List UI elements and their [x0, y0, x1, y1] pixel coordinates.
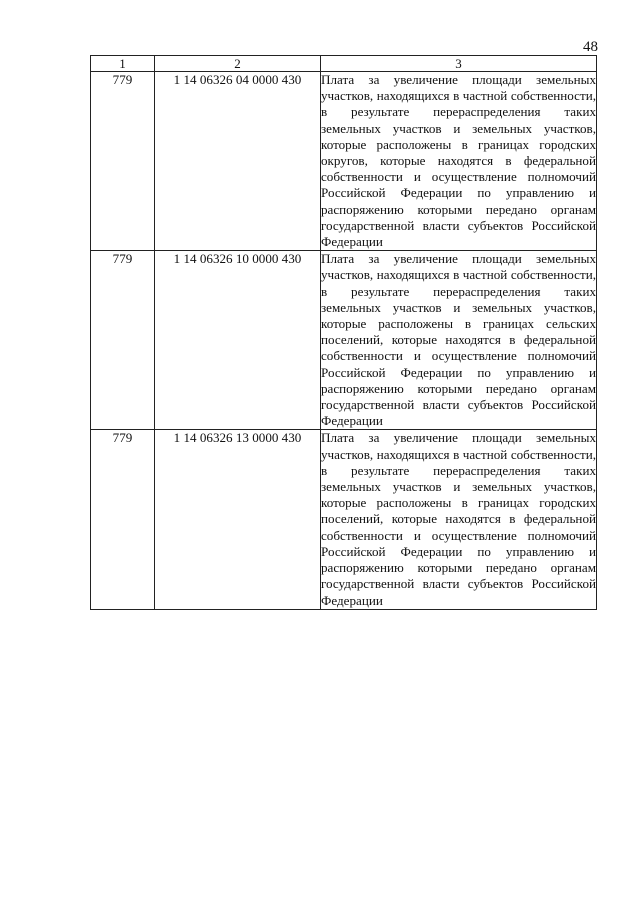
- admin-code-cell: 779: [91, 251, 155, 430]
- description-cell: [321, 430, 597, 609]
- table-row: [91, 72, 597, 251]
- description-text: Плата за увеличение площади земельных участков, находящихся в частной собственности, в результате перераспределения таких земельных участков и земельных участков, которые расположены в границах городских округов, которые находятся в федеральной собственности и осуществление полномочий Российской Федерации по управлению и распоряжению которыми передано органам государственной власти субъектов Российской Федерации: [321, 72, 596, 250]
- admin-code-cell: 779: [91, 430, 155, 609]
- table-header-row: [91, 56, 597, 72]
- description-cell: [321, 72, 597, 251]
- description-text: Плата за увеличение площади земельных участков, находящихся в частной собственности, в результате перераспределения таких земельных участков и земельных участков, которые расположены в границах сельских поселений, которые находятся в федеральной собственности и осуществление полномочий Российской Федерации по управлению и распоряжению которыми передано органам государственной власти субъектов Российской Федерации: [321, 251, 596, 429]
- description-text: Плата за увеличение площади земельных участков, находящихся в частной собственности, в результате перераспределения таких земельных участков и земельных участков, которые расположены в границах городских поселений, которые находятся в федеральной собственности и осуществление полномочий Российской Федерации по управлению и распоряжению которыми передано органам государственной власти субъектов Российской Федерации: [321, 430, 596, 608]
- budget-code-cell: 1 14 06326 10 0000 430: [155, 251, 321, 430]
- admin-code-cell: 779: [91, 72, 155, 251]
- column-header-3: 3: [321, 56, 597, 72]
- table-row: [91, 251, 597, 430]
- description-cell: [321, 251, 597, 430]
- column-header-1: 1: [91, 56, 155, 72]
- page-number: 48: [583, 39, 598, 55]
- document-table: [90, 55, 597, 610]
- budget-code-cell: 1 14 06326 04 0000 430: [155, 72, 321, 251]
- column-header-2: 2: [155, 56, 321, 72]
- budget-code-cell: 1 14 06326 13 0000 430: [155, 430, 321, 609]
- table-row: [91, 430, 597, 609]
